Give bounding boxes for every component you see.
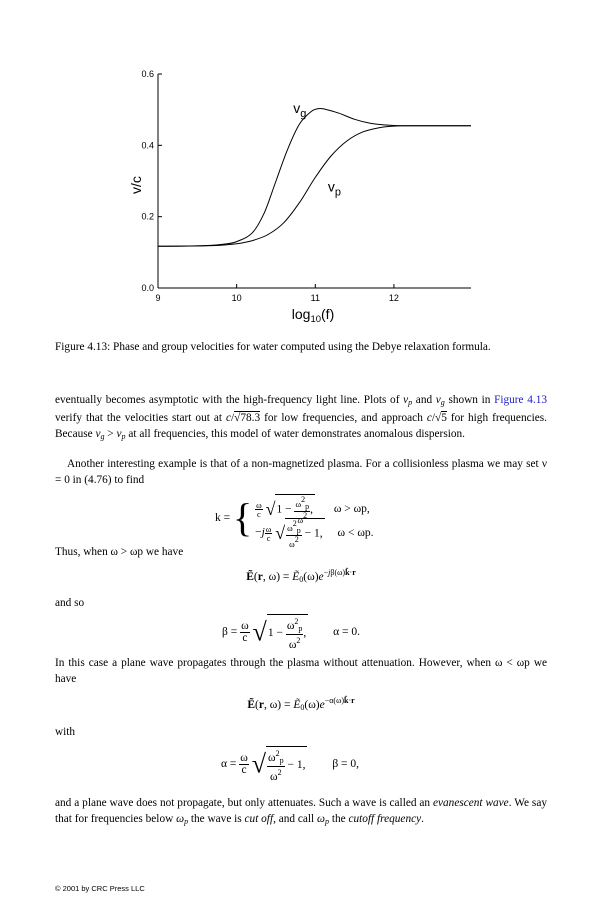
- x-tick-label: 9: [155, 293, 161, 303]
- and-so-text: and so: [55, 597, 85, 609]
- y-axis-label: v/c: [128, 176, 144, 194]
- y-tick-label: 0.6: [141, 69, 154, 79]
- equation-k: k = { $\frac{\omega}{c}$ √1 − $\frac{\omega^2_p}{\omega^2}$ , ω > ωp, −j $\frac{\omega}{c}$ √ $\frac{\omega^2_p}{\omega^2}$ − 1, ω < ωp.: [215, 495, 374, 549]
- x-axis-label: $\log_{10}(f)$: [291, 306, 335, 325]
- x-tick-label: 12: [388, 293, 399, 303]
- thus-text: Thus, when ω > ωp we have: [55, 546, 184, 558]
- paragraph-1: eventually becomes asymptotic with the high-frequency light line. Plots of $v_p$ and $v_g$ shown in Figure 4.13 verify that the velocities start out at c/√78.3 for low frequencies, and approach c/√5 for high frequencies. Because $v_g > v_p$ at all frequencies, this model of water demonstrates anomalous dispersion.: [55, 394, 547, 441]
- chart-series: [158, 100, 471, 246]
- y-tick-label: 0.4: [141, 140, 154, 151]
- y-tick-label: 0.0: [141, 283, 154, 293]
- series-line-vg: [158, 109, 471, 247]
- with-text: with: [55, 726, 76, 738]
- series-label-vp: $v_p$: [327, 178, 341, 199]
- copyright-footer: © 2001 by CRC Press LLC: [55, 884, 145, 893]
- figure-caption: Figure 4.13: Phase and group velocities for water computed using the Debye relaxation formula.: [55, 341, 491, 353]
- paragraph-4: and a plane wave does not propagate, but only attenuates. Such a wave is called an evanescent wave. We say that for frequencies below $\omega_p$ the wave is cut off, and call $\omega_p$ the cutoff frequency.: [55, 797, 547, 826]
- equation-alpha: α = $\frac{\omega}{c}$ √ $\frac{\omega^2_p}{\omega^2}$ − 1, β = 0,: [221, 746, 521, 783]
- figure-4-13-link[interactable]: Figure 4.13: [494, 394, 547, 406]
- x-tick-label: 11: [310, 293, 320, 303]
- paragraph-2: Another interesting example is that of a non-magnetized plasma. For a collisionless plasma we may set ν = 0 in (4.76) to find: [55, 458, 547, 486]
- series-label-vg: $v_g$: [293, 100, 307, 121]
- velocity-chart: [0, 0, 602, 330]
- equation-e-propagating: Ẽ(r, $\omega) = Ẽ_0(\omega)e^{-j\beta(\omega)k̂\cdot r}$: [246, 568, 356, 584]
- y-tick-label: 0.2: [141, 211, 154, 222]
- series-line-vp: [158, 126, 471, 247]
- equation-beta: β = $\frac{\omega}{c}$ √1 − $\frac{\omega^2_p}{\omega^2}$ , α = 0.: [222, 614, 522, 651]
- equation-e-attenuating: Ẽ(r, $\omega) = Ẽ_0(\omega)e^{-\alpha(\omega)k̂\cdot r}$: [247, 696, 355, 712]
- paragraph-3: In this case a plane wave propagates through the plasma without attenuation. However, when ω < ωp we have: [55, 657, 547, 685]
- x-tick-label: 10: [231, 293, 242, 303]
